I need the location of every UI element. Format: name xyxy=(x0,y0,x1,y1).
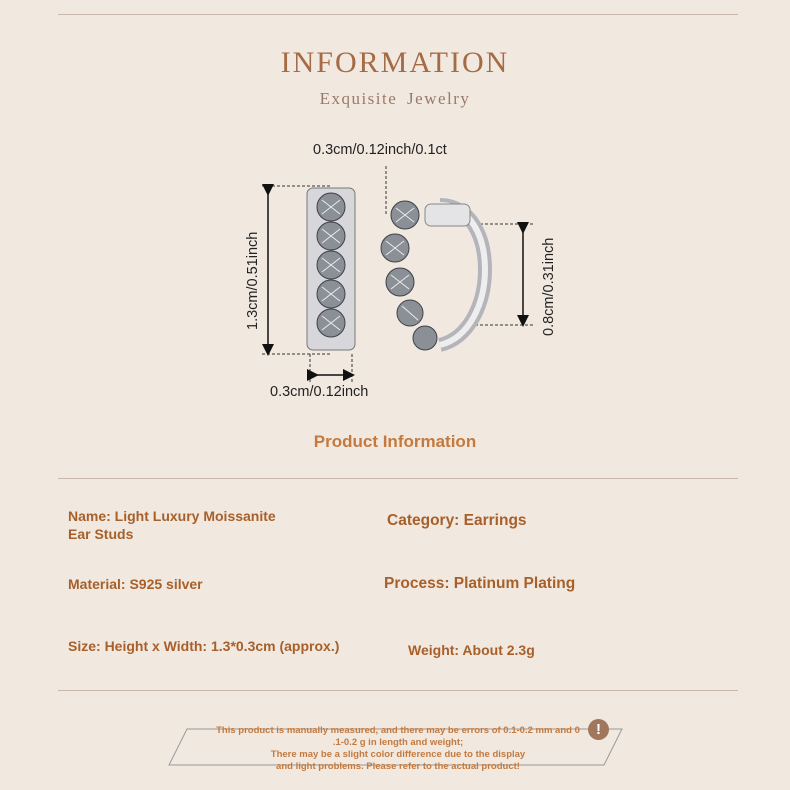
height-dimension-label: 1.3cm/0.51inch xyxy=(245,231,261,330)
disclaimer-line4: and light problems. Please refer to the actual product! xyxy=(276,761,520,772)
stone-dimension-label: 0.3cm/0.12inch/0.1ct xyxy=(313,142,447,158)
front-earring xyxy=(307,188,355,350)
disclaimer-text xyxy=(208,725,588,773)
disclaimer-line1: This product is manually measured, and there may be errors of 0.1-0.2 mm and 0 xyxy=(216,725,580,736)
disclaimer-box xyxy=(168,725,623,772)
bottom-divider xyxy=(58,690,738,691)
spec-material: Material: S925 silver xyxy=(68,576,203,592)
top-divider xyxy=(58,14,738,15)
spec-size: Size: Height x Width: 1.3*0.3cm (approx.) xyxy=(68,638,340,654)
width-dimension-label: 0.3cm/0.12inch xyxy=(270,384,369,400)
spec-name-line1: Name: Light Luxury Moissanite xyxy=(68,508,276,524)
earring-illustration xyxy=(240,160,570,405)
disclaimer-line2: .1-0.2 g in length and weight; xyxy=(332,737,464,748)
section-title: Product Information xyxy=(313,432,477,451)
middle-divider xyxy=(58,478,738,479)
page-subtitle: Exquisite Jewelry xyxy=(319,89,471,108)
disclaimer-line3: There may be a slight color difference due to the display xyxy=(270,749,526,760)
spec-category: Category: Earrings xyxy=(387,512,527,529)
side-earring xyxy=(381,201,485,350)
spec-name xyxy=(68,507,276,543)
spec-weight: Weight: About 2.3g xyxy=(408,642,535,658)
spec-process: Process: Platinum Plating xyxy=(384,575,576,592)
page-title: INFORMATION xyxy=(280,46,510,79)
spec-name-line2: Ear Studs xyxy=(68,526,134,542)
exclamation-icon: ! xyxy=(588,719,609,740)
inner-dimension-label: 0.8cm/0.31inch xyxy=(541,237,557,336)
